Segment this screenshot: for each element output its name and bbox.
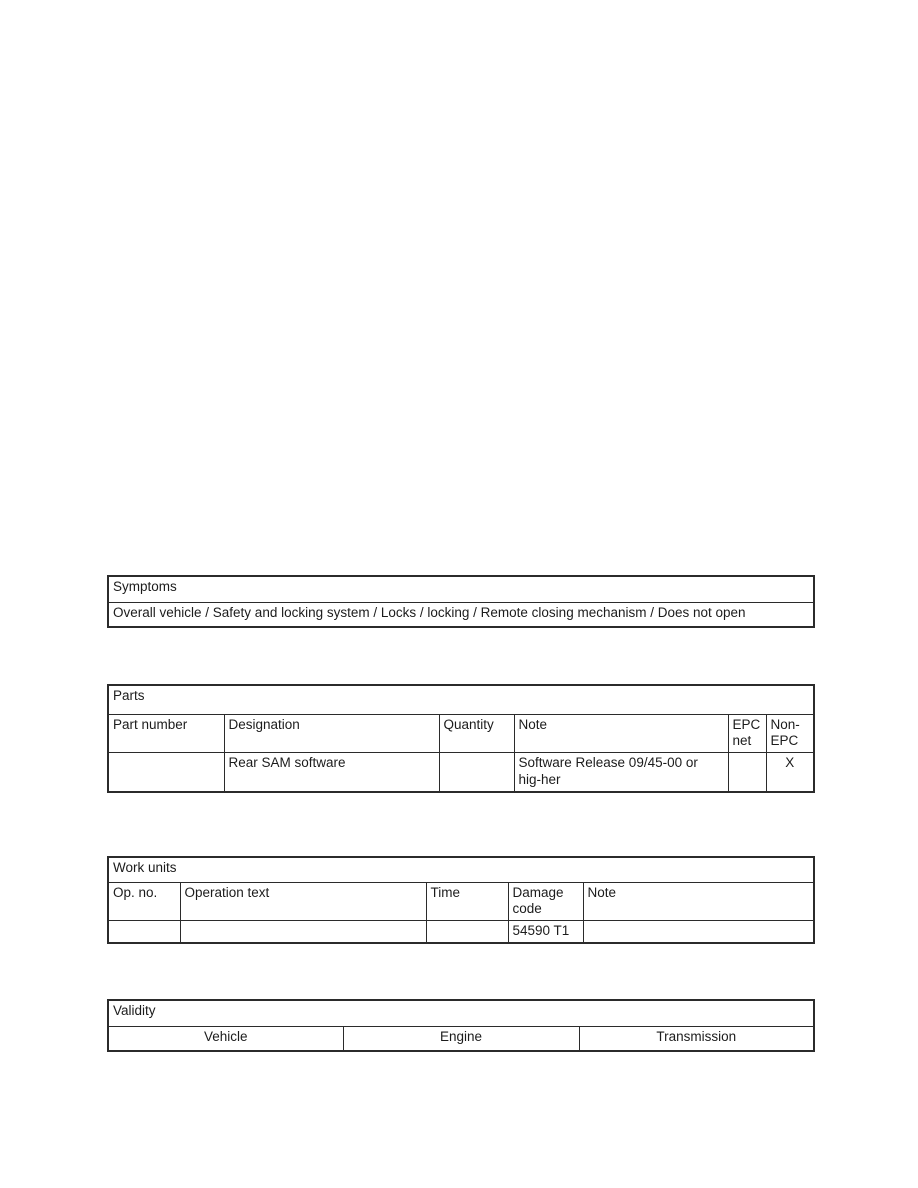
work-units-title: Work units (108, 857, 814, 882)
parts-row (108, 753, 814, 792)
work-units-cell-damage-code: 54590 T1 (508, 921, 583, 943)
parts-cell-non-epc: X (766, 753, 814, 792)
work-units-header-time: Time (426, 882, 508, 921)
parts-title: Parts (108, 685, 814, 714)
work-units-cell-operation-text (180, 921, 426, 943)
validity-table (107, 999, 815, 1052)
parts-header-designation: Designation (224, 714, 439, 753)
symptoms-table (107, 575, 815, 628)
validity-header-transmission: Transmission (579, 1026, 814, 1051)
parts-table (107, 684, 815, 793)
symptoms-title: Symptoms (108, 576, 814, 602)
work-units-header-damage-code: Damage code (508, 882, 583, 921)
work-units-header-operation-text: Operation text (180, 882, 426, 921)
work-units-header-op-no: Op. no. (108, 882, 180, 921)
work-units-header-note: Note (583, 882, 814, 921)
parts-cell-designation: Rear SAM software (224, 753, 439, 792)
parts-header-epc-net: EPC net (728, 714, 766, 753)
parts-header-note: Note (514, 714, 728, 753)
validity-header-vehicle: Vehicle (108, 1026, 343, 1051)
parts-cell-part-number (108, 753, 224, 792)
validity-header-engine: Engine (343, 1026, 579, 1051)
parts-header-non-epc: Non-EPC (766, 714, 814, 753)
parts-cell-epc-net (728, 753, 766, 792)
parts-header-quantity: Quantity (439, 714, 514, 753)
work-units-table (107, 856, 815, 944)
parts-cell-quantity (439, 753, 514, 792)
parts-cell-note: Software Release 09/45-00 or hig-her (514, 753, 728, 792)
parts-header-part-number: Part number (108, 714, 224, 753)
work-units-cell-time (426, 921, 508, 943)
work-units-cell-op-no (108, 921, 180, 943)
work-units-cell-note (583, 921, 814, 943)
work-units-row (108, 921, 814, 943)
symptoms-path-text: Overall vehicle / Safety and locking system / Locks / locking / Remote closing mechanism / Does not open (108, 602, 814, 627)
validity-title: Validity (108, 1000, 814, 1026)
